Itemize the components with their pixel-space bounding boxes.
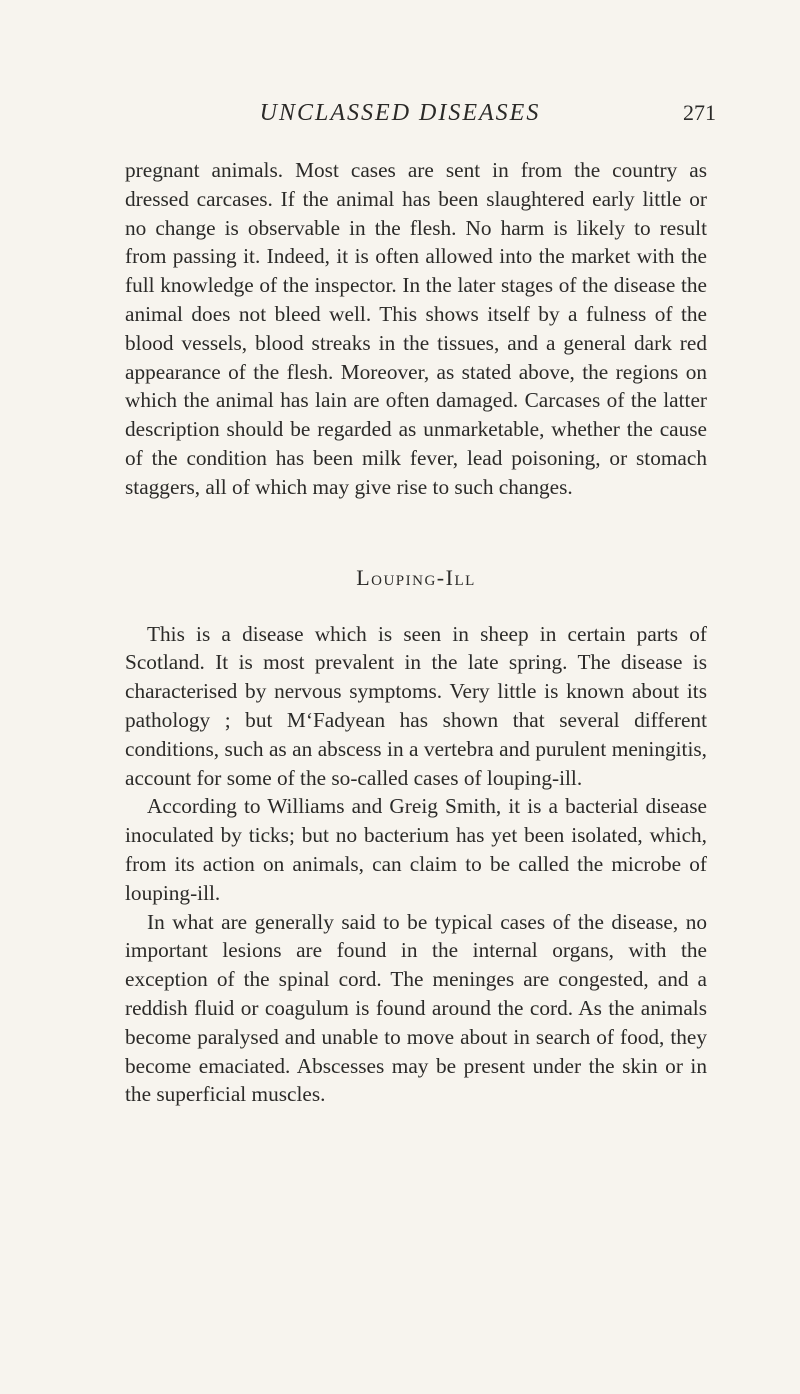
- body-text: [125, 156, 707, 1109]
- paragraph-1: This is a disease which is seen in sheep in certain parts of Scotland. It is most prevalent in the late spring. The disease is characterised by nervous symptoms. Very little is known about its pathology ; but M‘Fadyean has shown that several different conditions, such as an abscess in a vertebra and purulent meningitis, account for some of the so-called cases of louping-ill.: [125, 621, 707, 790]
- paragraph-3: In what are generally said to be typical cases of the disease, no important lesions are found in the internal organs, with the exception of the spinal cord. The meninges are congested, and a reddish fluid or coagulum is found around the cord. As the animals become paralysed and unable to move about in search of food, they become emaciated. Abscesses may be present under the skin or in the superficial muscles.: [125, 909, 707, 1107]
- paragraph-2: According to Williams and Greig Smith, it is a bacterial disease inoculated by ticks; but no bacterium has yet been isolated, which, from its action on animals, can claim to be called the microbe of louping-ill.: [125, 794, 707, 905]
- section-title: Louping-Ill: [356, 564, 476, 590]
- continued-paragraph: pregnant animals. Most cases are sent in from the country as dressed carcases. If the animal has been slaughtered early little or no change is observable in the flesh. No harm is likely to result from passing it. Indeed, it is often allowed into the market with the full knowledge of the inspector. In the later stages of the disease the animal does not bleed well. This shows itself by a fulness of the blood vessels, blood streaks in the tissues, and a general dark red appearance of the flesh. Moreover, as stated above, the regions on which the animal has lain are often damaged. Carcases of the latter description should be regarded as unmarketable, whether the cause of the condition has been milk fever, lead poisoning, or stomach staggers, all of which may give rise to such changes.: [125, 158, 707, 499]
- page-number: 271: [683, 100, 716, 125]
- running-head: [0, 96, 800, 130]
- running-title: UNCLASSED DISEASES: [259, 100, 541, 126]
